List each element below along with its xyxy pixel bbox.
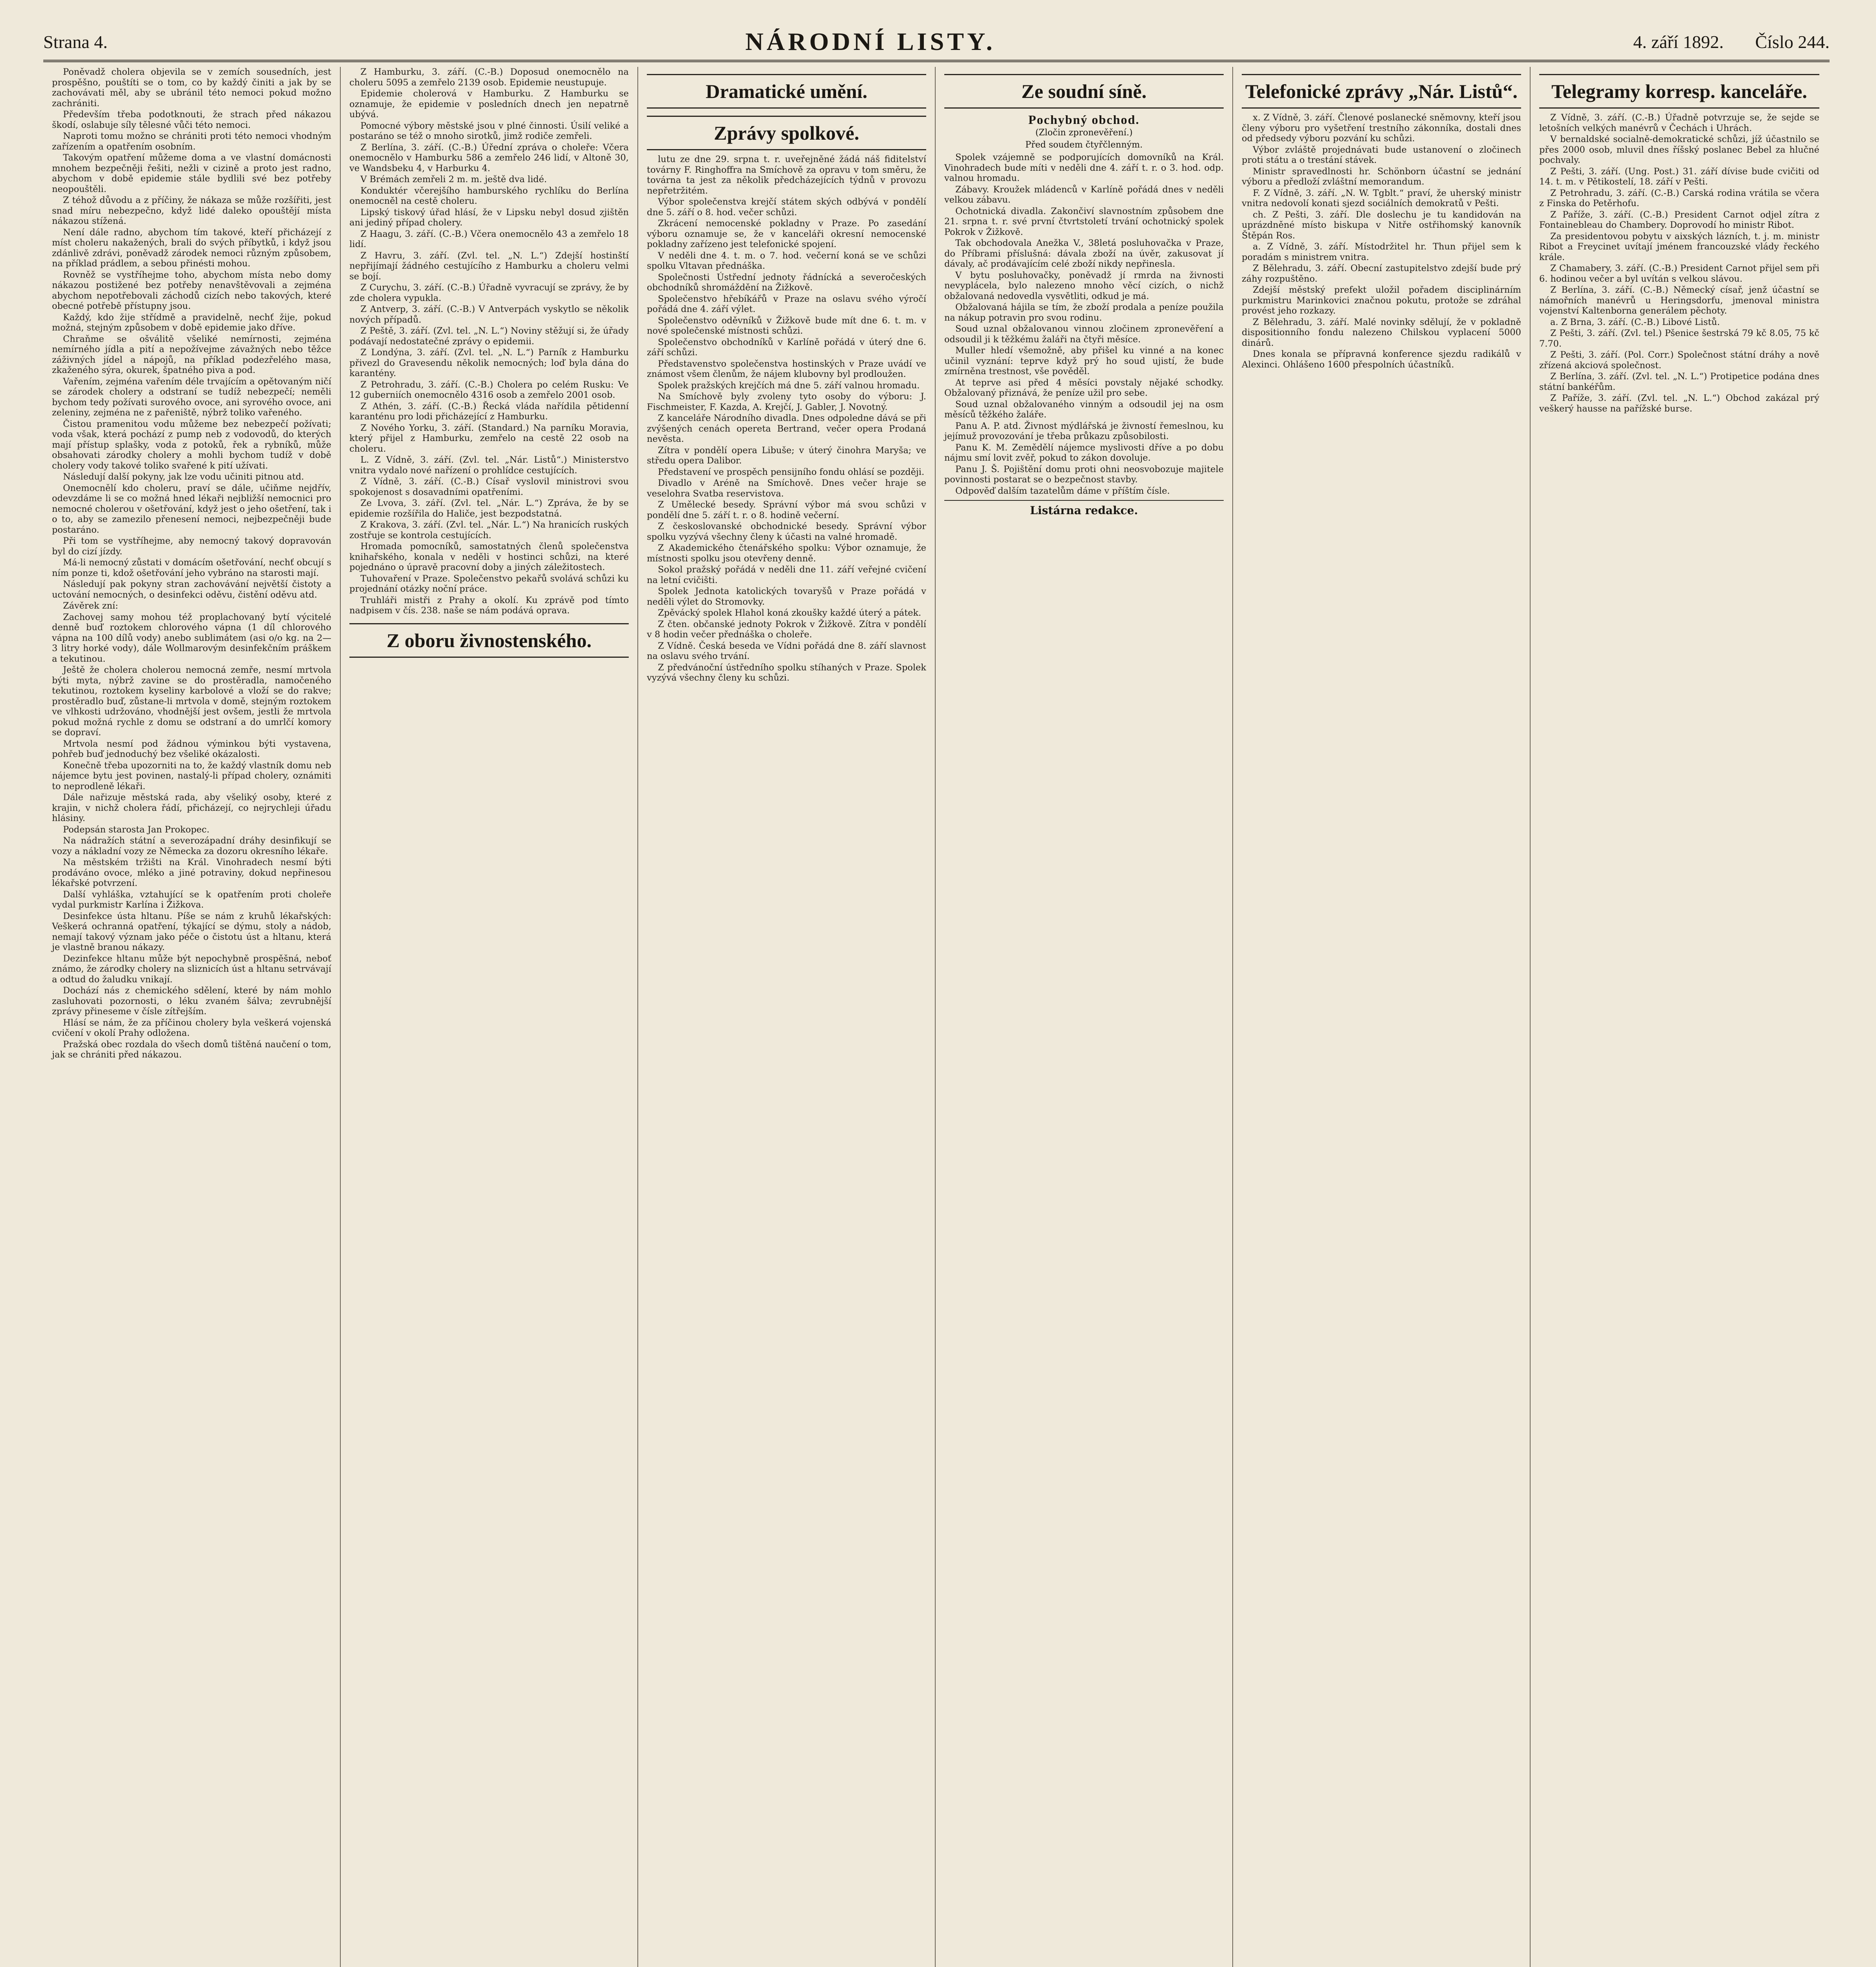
article-paragraph: Výbor společenstva krejčí státem ských odbývá v pondělí dne 5. září o 8. hod. večer schůzi. <box>647 197 926 218</box>
column-3 <box>638 67 936 1967</box>
article-paragraph: Z Pešti, 3. září. (Ung. Post.) 31. září dívise bude cvičiti od 14. t. m. v Pětikostelí, 18. září v Pešti. <box>1539 166 1819 187</box>
article-paragraph: Soud uznal obžalovaného vinným a odsoudil jej na osm měsíců těžkého žaláře. <box>944 399 1224 420</box>
article-paragraph: Z Nového Yorku, 3. září. (Standard.) Na parníku Moravia, který přijel z Hamburku, zemřelo na cestě 22 osob na choleru. <box>349 423 629 454</box>
article-paragraph: Lipský tiskový úřad hlásí, že v Lipsku nebyl dosud zjištěn ani jediný případ cholery. <box>349 207 629 228</box>
article-paragraph: Z kanceláře Národního divadla. Dnes odpoledne dává se při zvýšených cenách opereta Bertrand, večer opera Prodaná nevěsta. <box>647 413 926 444</box>
article-paragraph: Pomocné výbory městské jsou v plné činnosti. Úsilí veliké a postaráno se též o mnoho sirotků, jimž rodiče zemřeli. <box>349 120 629 141</box>
article-paragraph: Z Bělehradu, 3. září. Obecní zastupitelstvo zdejší bude prý záhy rozpuštěno. <box>1242 263 1521 284</box>
article-paragraph: V bytu posluhovačky, poněvadž jí rmrda na živnosti nevyplácela, bylo nalezeno mnoho věcí cizích, o nichž obžalovaná nedovedla vysvětliti, odkud je má. <box>944 270 1224 301</box>
article-paragraph: Společenstvo oděvníků v Žižkově bude mít dne 6. t. m. v nové společenské místnosti schůzi. <box>647 315 926 336</box>
section-title-listarna: Listárna redakce. <box>944 500 1224 517</box>
article-paragraph: Divadlo v Aréně na Smíchově. Dnes večer hraje se veselohra Svatba reservistova. <box>647 478 926 499</box>
article-paragraph: Z čten. občanské jednoty Pokrok v Žižkově. Zítra v pondělí v 8 hodin večer přednáška o choleře. <box>647 619 926 640</box>
article-paragraph: Panu K. M. Zemědělí nájemce myslivosti dříve a po dobu nájmu smí lovit zvěř, pokud to zákon dovoluje. <box>944 442 1224 463</box>
article-paragraph: Sokol pražský pořádá v neděli dne 11. září veřejné cvičení na letní cvičišti. <box>647 565 926 585</box>
article-paragraph: Z Petrohradu, 3. září. (C.-B.) Cholera po celém Rusku: Ve 12 guberniích onemocnělo 4316 osob a zemřelo 2001 osob. <box>349 379 629 400</box>
article-paragraph: Zítra v pondělí opera Libuše; v úterý činohra Maryša; ve středu opera Dalibor. <box>647 445 926 466</box>
section-title-soudni: Ze soudní síně. <box>944 74 1224 109</box>
article-paragraph: Z Vídně. Česká beseda ve Vídni pořádá dne 8. září slavnost na oslavu svého trvání. <box>647 640 926 661</box>
column-3-body <box>647 154 926 683</box>
page-number: Strana 4. <box>43 31 108 52</box>
article-paragraph: Další vyhláška, vztahující se k opatřením proti choleře vydal purkmistr Karlína i Žižkova. <box>52 889 331 910</box>
masthead-title: NÁRODNÍ LISTY. <box>745 28 996 55</box>
article-paragraph: x. Z Vídně, 3. září. Členové poslanecké sněmovny, kteří jsou členy výboru pro vyšetření trestního zákonníka, dostali dnes od předsedy výboru pozvání ku schůzi. <box>1242 113 1521 144</box>
article-paragraph: Společenstvo hřebíkářů v Praze na oslavu svého výročí pořádá dne 4. září výlet. <box>647 293 926 314</box>
article-paragraph: Rovněž se vystříhejme toho, abychom místa nebo domy nákazou postižené bez potřeby nenavštěvovali a zejména abychom nepotřebovali záchodů cizích nebo takových, které obecné potřebě přístupny jsou. <box>52 269 331 311</box>
article-paragraph: Vařením, zejména vařením déle trvajícím a opětovaným ničí se zárodek cholery a odstraní se tudíž nebezpečí; neměli bychom tedy požívati surového ovoce, ani syrového ovoce, ani zeleniny, zejména ne z pařeniště, nýbrž toliko vařeného. <box>52 376 331 418</box>
article-paragraph: Následují pak pokyny stran zachovávání největší čistoty a uctování nemocných, o desinfekci oděvu, čistění oděvu atd. <box>52 579 331 600</box>
article-paragraph: Pražská obec rozdala do všech domů tištěná naučení o tom, jak se chrániti před nákazou. <box>52 1039 331 1060</box>
article-paragraph: Společenstvo obchodníků v Karlíně pořádá v úterý dne 6. září schůzi. <box>647 337 926 358</box>
article-paragraph: Hromada pomocníků, samostatných členů společenstva knihařského, konala v neděli v hostinci schůzi, na které pojednáno o úpravě pracovní doby a jiných záležitostech. <box>349 541 629 572</box>
article-paragraph: Takovým opatření můžeme doma a ve vlastní domácnosti mnohem bezpečněji řešiti, nežli v cizině a proto jest radno, abychom v době epidemie stále bydlili své bez potřeby neopouštěli. <box>52 153 331 194</box>
article-paragraph: Spolek pražských krejčích má dne 5. září valnou hromadu. <box>658 380 920 391</box>
section-title-telefonicke: Telefonické zprávy „Nár. Listů“. <box>1242 74 1521 109</box>
article-paragraph: Čistou pramenitou vodu můžeme bez nebezpečí požívati; voda však, která pochází z pump neb z vodovodů, do kterých mají přístup splašky, voda z potoků, řek a rybníků, může obsahovati zárodky cholery a mohli bychom tudíž v době cholery vody takové toliko svařené k pití užívati. <box>52 419 331 471</box>
article-paragraph: Dezinfekce hltanu může být nepochybně prospěšná, neboť známo, že zárodky cholery na sliznicích úst a hltanu setrvávají a odtud do žaludku vnikají. <box>52 953 331 985</box>
article-paragraph: Soud uznal obžalovanou vinnou zločinem zpronevěření a odsoudil ji k těžkému žaláři na čtyři měsíce. <box>944 324 1224 345</box>
article-paragraph: Na nádražích státní a severozápadní dráhy desinfikují se vozy a nákladní vozy ze Německa za dozoru okresního lékaře. <box>52 836 331 856</box>
article-paragraph: Představenstvo společenstva hostinských v Praze uvádí ve známost všem členům, že nájem klubovny byl prodloužen. <box>647 358 926 379</box>
article-paragraph: Dnes konala se přípravná konference sjezdu radikálů v Alexinci. Ohlášeno 1600 přespolních účastníků. <box>1242 349 1521 370</box>
article-paragraph: Není dále radno, abychom tím takové, kteří přicházejí z míst choleru nakažených, brali do svých příbytků, i když jsou zdánlivě zdrávi, poněvadž zárodek nemoci různým způsobem, na příklad prádlem, a sebou přinésti mohou. <box>52 227 331 269</box>
article-paragraph: Epidemie cholerová v Hamburku. Z Hamburku se oznamuje, že epidemie v posledních dnech jen nepatrně ubývá. <box>349 89 629 120</box>
article-paragraph: Ze Lvova, 3. září. (Zvl. tel. „Nár. L.“) Zpráva, že by se epidemie rozšířila do Haliče, jest bezpodstatná. <box>349 498 629 519</box>
article-paragraph: Spolek Jednota katolických tovaryšů v Praze pořádá v neděli výlet do Stromovky. <box>647 586 926 607</box>
column-6-body <box>1539 113 1819 414</box>
article-paragraph: Zpěvácký spolek Hlahol koná zkoušky každé úterý a pátek. <box>658 608 921 618</box>
issue-date: 4. září 1892. <box>1633 31 1724 52</box>
article-paragraph: At teprve asi před 4 měsíci povstaly nějaké schodky. Obžalovaný přiznává, že peníze užil pro sebe. <box>944 377 1224 398</box>
article-paragraph: Chraňme se ošválitě všeliké nemírnosti, zejména nemírného jídla a pití a nepožívejme závažných nebo těžce záživných jídel a nápojů, na příklad podezřelého masa, zkaženého sýra, okurek, špatného piva a pod. <box>52 334 331 375</box>
article-paragraph: Poněvadž cholera objevila se v zemích sousedních, jest prospěšno, pouštíti se o tom, co by každý činiti a jak by se zachovávati měl, aby se ubránil této nemoci pokud možno zachrániti. <box>52 67 331 109</box>
article-paragraph: V bernaldské socialně-demokratické schůzi, jíž účastnilo se přes 2000 osob, mluvil dnes říšský poslanec Bebel za hlučné pochvaly. <box>1539 134 1819 165</box>
columns-container <box>43 67 1830 1967</box>
column-1 <box>43 67 341 1967</box>
article-paragraph: Z předvánoční ústředního spolku stíhaných v Praze. Spolek vyzývá všechny členy ku schůzi. <box>647 662 926 683</box>
article-paragraph: Z Londýna, 3. září. (Zvl. tel. „N. L.“) Parník z Hamburku přivezl do Gravesendu několik nemocných; loď byla dána do karantény. <box>349 347 629 378</box>
column-2 <box>341 67 638 1967</box>
article-paragraph: Dále nařizuje městská rada, aby všeliký osoby, které z krajin, v nichž cholera řádí, přicházejí, co nejrychleji úřadu hlásiny. <box>52 792 331 823</box>
article-paragraph: Zábavy. Kroužek mládenců v Karlíně pořádá dnes v neděli velkou zábavu. <box>944 184 1224 205</box>
article-court: Před soudem čtyřčlenným. <box>1025 140 1143 150</box>
article-paragraph: Z Chamabery, 3. září. (C.-B.) President Carnot přijel sem při 6. hodinou večer a byl uvítán s velkou slávou. <box>1539 263 1819 284</box>
article-paragraph: Obžalovaná hájila se tím, že zboží prodala a peníze použila na nákup potravin pro svou rodinu. <box>944 302 1224 323</box>
page-header <box>43 24 1830 62</box>
article-paragraph: a. Z Brna, 3. září. (C.-B.) Libové Listů. <box>1550 317 1720 327</box>
article-paragraph: Z Berlína, 3. září. (C.-B.) Úřední zpráva o choleře: Včera onemocnělo v Hamburku 586 a zemřelo 246 lidí, v Altoně 30, ve Wandsbeku 4, v Harburku 4. <box>349 142 629 173</box>
column-5-body <box>1242 113 1521 370</box>
article-paragraph: Muller hledí všemožně, aby přišel ku vinné a na konec učinil vyznání: teprve když prý ho soud ujistí, že bude zmírněna trestnost, vše pověděl. <box>944 345 1224 376</box>
section-title-dramaticke: Dramatické umění. <box>647 74 926 109</box>
article-paragraph: Na městském tržišti na Král. Vinohradech nesmí býti prodáváno ovoce, mléko a jiné potraviny, dokud nepřinesou lékařské potvrzení. <box>52 857 331 888</box>
column-6 <box>1531 67 1828 1967</box>
article-paragraph: Z Paříže, 3. září. (Zvl. tel. „N. L.“) Obchod zakázal prý veškerý hausse na pařížské burse. <box>1539 393 1819 414</box>
article-paragraph: Spolek vzájemně se podporujících domovníků na Král. Vinohradech bude míti v neděli dne 4. září t. r. o 3. hod. odp. valnou hromadu. <box>944 152 1224 183</box>
article-paragraph: Z Pešti, 3. září. (Pol. Corr.) Společnost státní dráhy a nově zřízená akciová společnost. <box>1539 350 1819 371</box>
article-paragraph: Z Akademického čtenářského spolku: Výbor oznamuje, že místnosti spolku jsou otevřeny denně. <box>647 543 926 564</box>
article-paragraph: Z Bělehradu, 3. září. Malé novinky sdělují, že v pokladně dispositionního fondu nalezeno Chilskou vyplacení 5000 dinárů. <box>1242 317 1521 348</box>
article-paragraph: Z Antverp, 3. září. (C.-B.) V Antverpách vyskytlo se několik nových případů. <box>349 304 629 325</box>
article-paragraph: Dochází nás z chemického sdělení, které by nám mohlo zasluhovati pozornosti, o léku zvaném šálva; zevrubnější zprávy přineseme v čísle zítřejším. <box>52 985 331 1017</box>
article-paragraph: Za presidentovou pobytu v aixských lázních, t. j. m. ministr Ribot a Freycinet uvítají jménem francouzské vlády řeckého krále. <box>1539 231 1819 262</box>
article-paragraph: Mrtvola nesmí pod žádnou výminkou býti vystavena, pohřeb buď jednoduchý bez všeliké okázalosti. <box>52 738 331 759</box>
article-paragraph: Desinfekce ústa hltanu. Píše se nám z kruhů lékařských: Veškerá ochranná opatření, týkající se dýmu, stoly a nádob, nemají takový význam jako péče o čistotu úst a hltanu, která je vlastně branou nákazy. <box>52 911 331 952</box>
article-paragraph: Z Havru, 3. září. (Zvl. tel. „N. L.“) Zdejší hostinští nepřijímají žádného cestujícího z Hamburku a choleru velmi se bojí. <box>349 250 629 282</box>
section-title-zivnostensky: Z oboru živnostenského. <box>349 623 629 658</box>
article-paragraph: Z Hamburku, 3. září. (C.-B.) Doposud onemocnělo na choleru 5095 a zemřelo 2139 osob. Epidemie neustupuje. <box>349 67 629 88</box>
article-paragraph: Konduktér včerejšího hamburského rychlíku do Berlína onemocněl na cestě choleru. <box>349 185 629 206</box>
article-paragraph: Z Pešti, 3. září. (Zvl. tel.) Pšenice šestrská 79 kč 8.05, 75 kč 7.70. <box>1539 328 1819 349</box>
article-paragraph: Z českoslovanské obchodnické besedy. Správní výbor spolku vyzývá všechny členy k účasti na valné hromadě. <box>647 521 926 542</box>
article-paragraph: Onemocnělí kdo choleru, praví se dále, učiňme nejdřív, odevzdáme li se co možná hned lékaři nejbližší nemocnici pro nemocné cholerou v ošetřování, když jest o jeho ošetření, tak i o to, aby se zamezilo přenesení nemoci, nejbezpečněji bude postaráno. <box>52 483 331 535</box>
article-paragraph: Z Umělecké besedy. Správní výbor má svou schůzi v pondělí dne 5. září t. r. o 8. hodině večerní. <box>647 500 926 520</box>
article-title-pochybny: Pochybný obchod. <box>1028 113 1140 127</box>
article-paragraph: Výbor zvláště projednávati bude ustanovení o zločinech proti státu a o trestání stávek. <box>1242 144 1521 165</box>
article-paragraph: Z Berlína, 3. září. (C.-B.) Německý císař, jenž účastní se námořních manévrů u Heringsdorfu, jmenoval ministra vojenství Kaltenborna generálem pěchoty. <box>1539 285 1819 316</box>
article-paragraph: Hlásí se nám, že za příčinou cholery byla veškerá vojenská cvičení v okolí Prahy odložena. <box>52 1017 331 1038</box>
article-paragraph: V Brémách zemřeli 2 m. m. ještě dva lidé. <box>360 174 547 185</box>
article-paragraph: ch. Z Pešti, 3. září. Dle doslechu je tu kandidován na uprázdněné místo biskupa v Nitře ostřihomský kanovník Štěpán Ros. <box>1242 209 1521 241</box>
article-paragraph: lutu ze dne 29. srpna t. r. uveřejněné žádá náš fiditelství továrny F. Ringhoffra na Smíchově za opravu v tom směru, že továrna ta jest za několik předcházejících týdnů v provozu nepřetržitém. <box>647 154 926 196</box>
article-paragraph: a. Z Vídně, 3. září. Místodržitel hr. Thun přijel sem k poradám s ministrem vnitra. <box>1242 242 1521 262</box>
article-paragraph: Ochotnická divadla. Zakončiví slavnostním způsobem dne 21. srpna t. r. své první čtvrtstoletí trvání ochotnický spolek Pokrok v Žižkově. <box>944 206 1224 237</box>
article-paragraph: Podepsán starosta Jan Prokopec. <box>63 824 210 835</box>
article-paragraph: Z Berlína, 3. září. (Zvl. tel. „N. L.“) Protipetice podána dnes státní bankéřům. <box>1539 371 1819 392</box>
column-2-upper <box>349 67 629 616</box>
article-paragraph: Panu J. Š. Pojištění domu proti ohni neosvobozuje majitele povinnosti postarat se o bezpečnost stavby. <box>944 464 1224 485</box>
article-paragraph: Závěrek zní: <box>63 601 118 611</box>
article-paragraph: Především třeba podotknouti, že strach před nákazou škodí, oslabuje síly tělesné vůči této nemoci. <box>52 109 331 130</box>
article-paragraph: V neděli dne 4. t. m. o 7. hod. večerní koná se ve schůzi spolku Vltavan přednáška. <box>647 250 926 271</box>
article-subnote: (Zločin zpronevěření.) <box>1035 128 1133 138</box>
section-title-telegramy: Telegramy korresp. kanceláře. <box>1539 74 1819 109</box>
article-paragraph: Ministr spravedlnosti hr. Schönborn účastní se jednání výboru a předloží zvláštní memorandum. <box>1242 166 1521 187</box>
column-4-body <box>944 152 1224 496</box>
header-meta <box>1633 31 1830 52</box>
article-paragraph: L. Z Vídně, 3. září. (Zvl. tel. „Nár. Listů“.) Ministerstvo vnitra vydalo nové nařízení o prohlídce cestujících. <box>349 455 629 476</box>
section-title-spolkove: Zprávy spolkové. <box>647 116 926 150</box>
article-paragraph: Truhláři mistři z Prahy a okolí. Ku zprávě pod tímto nadpisem v čís. 238. naše se nám podává oprava. <box>349 595 629 616</box>
article-paragraph: Panu A. P. atd. Živnost mýdlářská je živností řemeslnou, ku jejímuž provozování je třeba průkazu způsobilosti. <box>944 421 1224 441</box>
article-paragraph: Z Krakova, 3. září. (Zvl. tel. „Nár. L.“) Na hranicích ruských zostřuje se kontrola cestujících. <box>349 520 629 541</box>
article-paragraph: Společnosti Ústřední jednoty řádnícká a severočeských obchodníků shromáždění na Žižkově. <box>647 272 926 293</box>
article-paragraph: Odpověď dalším tazatelům dáme v příštím čísle. <box>955 485 1170 496</box>
article-paragraph: F. Z Vídně, 3. září. „N. W. Tgblt.“ praví, že uherský ministr vnitra nedovolí konati sjezd sociálních demokratů v Pešti. <box>1242 188 1521 209</box>
article-paragraph: Následují další pokyny, jak lze vodu učiniti pitnou atd. <box>63 472 304 482</box>
article-paragraph: Tak obchodovala Anežka V., 38letá posluhovačka v Praze, do Příbrami příslušná: dávala zboží na úvěr, zakusovat jí dávaly, ač prodávajícím celé zboží nikdy nepřinesla. <box>944 238 1224 269</box>
article-paragraph: Má-li nemocný zůstati v domácím ošetřování, nechť obcují s ním ponze ti, kdož ošetřování jeho vybráno na starosti mají. <box>52 557 331 578</box>
article-paragraph: Z Athén, 3. září. (C.-B.) Řecká vláda nařídila pětidenní karanténu pro lodi přicházející z Hamburku. <box>349 401 629 422</box>
column-4 <box>936 67 1233 1967</box>
article-paragraph: Z Paříže, 3. září. (C.-B.) President Carnot odjel zítra z Fontainebleau do Chambery. Doprovodí ho ministr Ribot. <box>1539 209 1819 230</box>
article-paragraph: Zachovej samy mohou též proplachovaný bytí výcitelé denně buď roztokem chlorového vápna (1 díl chlorového vápna na 100 dílů vody) anebo sublimátem (asi o/o kg. na 2—3 litry horké vody), dále Wollmarovým desinfekčním práškem a tekutinou. <box>52 612 331 664</box>
article-paragraph: Při tom se vystříhejme, aby nemocný takový dopravován byl do cizí jízdy. <box>52 536 331 557</box>
article-paragraph: Naproti tomu možno se chrániti proti této nemoci vhodným zařízením a opatřením osobním. <box>52 131 331 152</box>
article-paragraph: Tuhovaření v Praze. Společenstvo pekařů svolává schůzi ku projednání otázky noční práce. <box>349 573 629 594</box>
article-paragraph: Každý, kdo žije střídmě a pravidelně, nechť žije, pokud možná, stejným způsobem v době epidemie jako dříve. <box>52 312 331 333</box>
article-paragraph: Zdejší městský prefekt uložil pořadem disciplinárním purkmistru Marinkovici značnou pokutu, protože se zdráhal provést jeho rozkazy. <box>1242 285 1521 316</box>
article-paragraph: Na Smíchově byly zvoleny tyto osoby do výboru: J. Fischmeister, F. Kazda, A. Krejčí, J. Gabler, J. Novotný. <box>647 391 926 412</box>
article-paragraph: Z Vídně, 3. září. (C.-B.) Úřadně potvrzuje se, že sejde se letošních velkých manévrů v Čechách i Uhrách. <box>1539 113 1819 133</box>
article-paragraph: Ještě že cholera cholerou nemocná zemře, nesmí mrtvola býti myta, nýbrž zavine se do prostěradla, namočeného tekutinou, roztokem kyseliny karbolové a vloží se do rakve; prostěradlo buď, zůstane-li mrtvola v domě, stejným roztokem ve vlhkosti udržováno, vhodnější jest ovšem, jestli že mrtvola pokud možná rychle z domu se odstraní a do umrlčí komory se dopraví. <box>52 665 331 738</box>
column-5 <box>1233 67 1531 1967</box>
article-paragraph: Konečně třeba upozorniti na to, že každý vlastník domu neb nájemce bytu jest povinen, nastalý-li případ cholery, oznámiti to neprodleně lékaři. <box>52 760 331 792</box>
article-paragraph: Z téhož důvodu a z příčiny, že nákaza se může rozšířiti, jest snad míru nebezpečno, když lidé daleko opouštějí místa nákazou stížená. <box>52 195 331 226</box>
article-paragraph: Z Petrohradu, 3. září. (C.-B.) Carská rodina vrátila se včera z Finska do Petěrhofu. <box>1539 188 1819 209</box>
issue-number: Číslo 244. <box>1755 31 1830 52</box>
article-paragraph: Z Haagu, 3. září. (C.-B.) Včera onemocnělo 43 a zemřelo 18 lidí. <box>349 229 629 249</box>
article-paragraph: Z Vídně, 3. září. (C.-B.) Císař vyslovil ministrovi svou spokojenost s dosavadními opatřeními. <box>349 476 629 497</box>
article-paragraph: Z Curychu, 3. září. (C.-B.) Úřadně vyvracují se zprávy, že by zde cholera vypukla. <box>349 282 629 303</box>
article-paragraph: Představení ve prospěch pensijního fondu ohlásí se později. <box>658 467 925 477</box>
article-paragraph: Z Peště, 3. září. (Zvl. tel. „N. L.“) Noviny stěžují si, že úřady podávají nedostatečné zprávy o epidemii. <box>349 326 629 347</box>
article-paragraph: Zkrácení nemocenské pokladny v Praze. Po zasedání výboru oznamuje se, že v kanceláři okresní nemocenské pokladny zařízeno jest telefonické spojení. <box>647 218 926 249</box>
